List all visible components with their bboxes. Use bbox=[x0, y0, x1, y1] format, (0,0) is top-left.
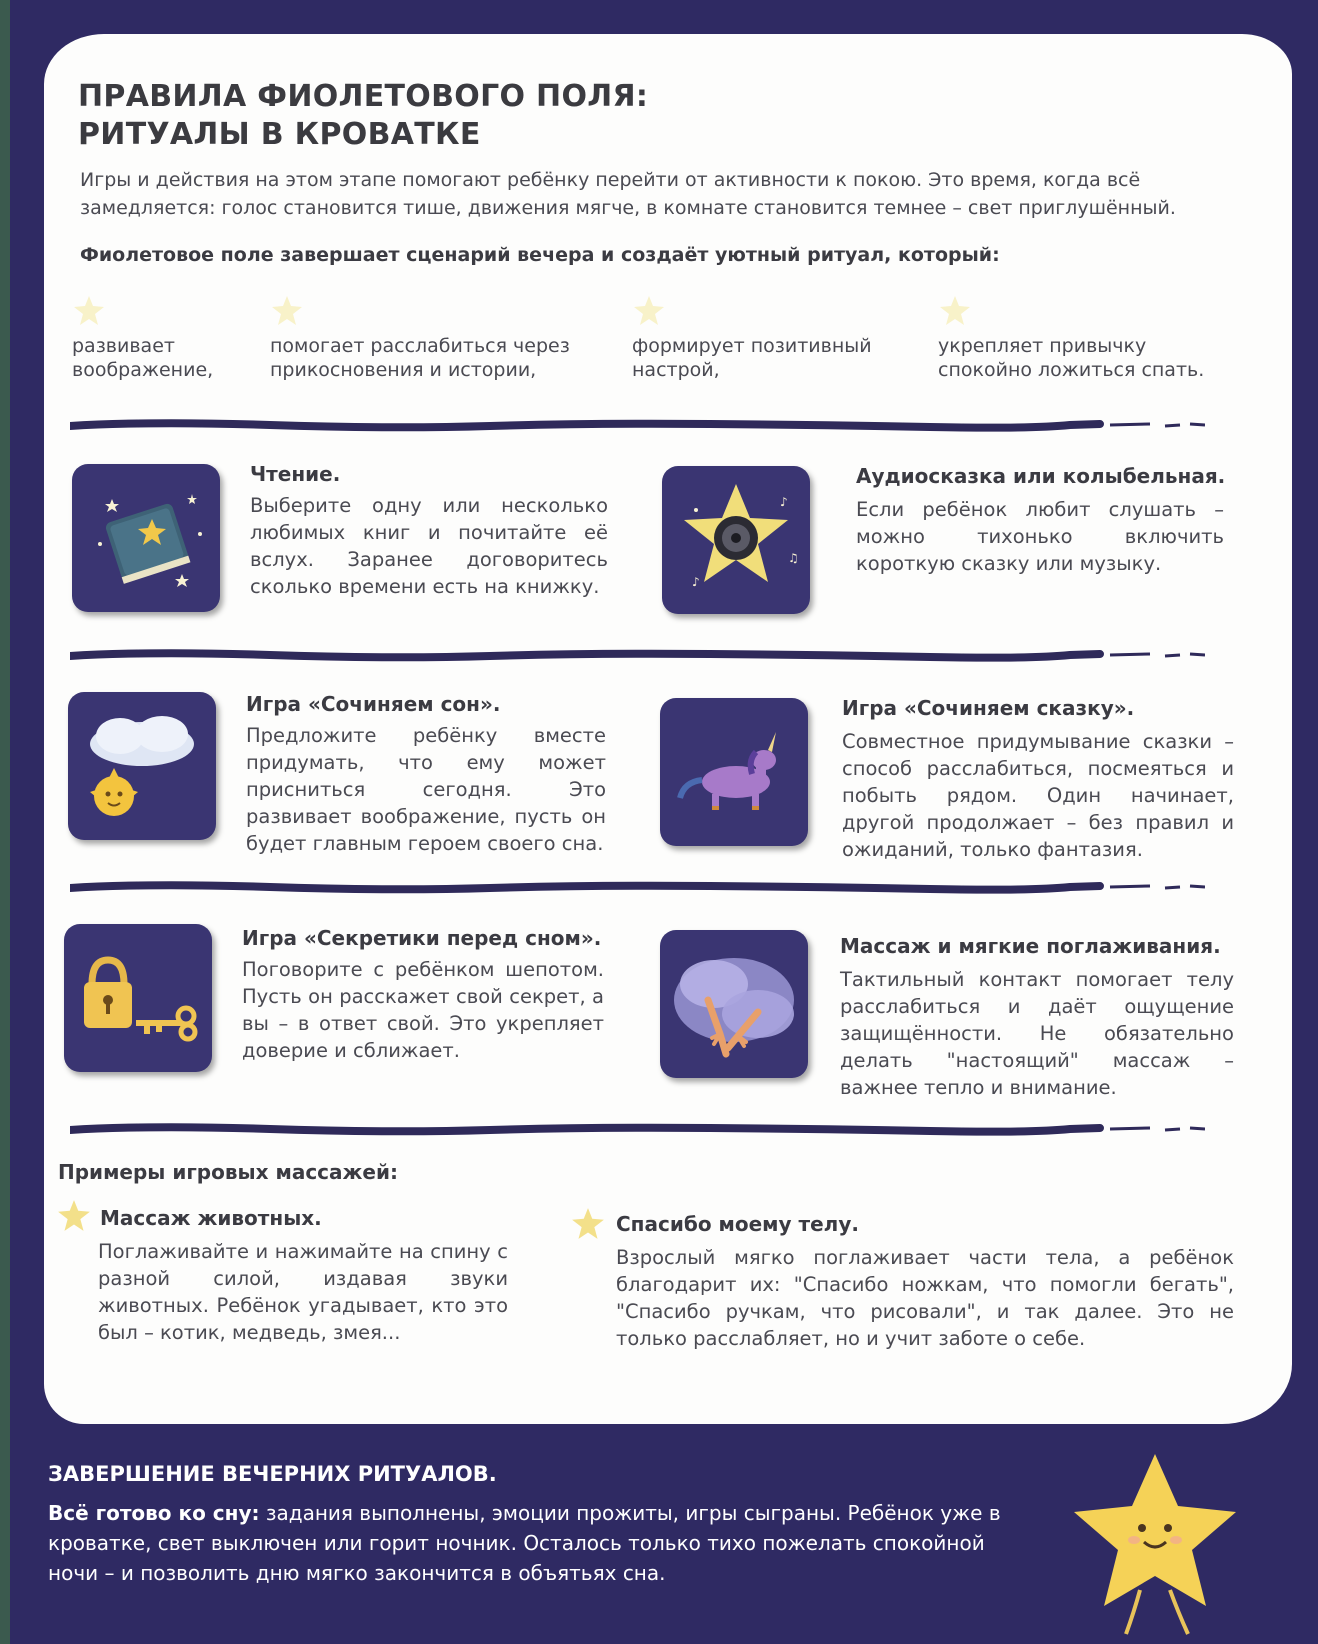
activity-tile-dream bbox=[68, 692, 216, 840]
footer-text bbox=[48, 1498, 1018, 1588]
benefit-item bbox=[270, 294, 590, 382]
star-icon bbox=[72, 294, 106, 328]
activity-text: Предложите ребёнку вместе придумать, что ему может присниться сегодня. Это развивает воображение, пусть он будет главным героем своего сна. bbox=[246, 724, 606, 855]
star-icon bbox=[56, 1198, 92, 1234]
intro-bold-paragraph: Фиолетовое поле завершает сценарий вечера и создаёт уютный ритуал, который: bbox=[80, 244, 1000, 266]
hands-cloud-icon bbox=[660, 930, 808, 1078]
activity-title: Массаж и мягкие поглаживания. bbox=[840, 934, 1221, 958]
activity-tile-audio bbox=[662, 466, 810, 614]
page-title bbox=[78, 78, 878, 154]
svg-text:♪: ♪ bbox=[692, 575, 700, 589]
example-text: Поглаживайте и нажимайте на спину с разной силой, издавая звуки животных. Ребёнок угадывает, кто это был – котик, медведь, змея... bbox=[98, 1240, 508, 1344]
example-title: Массаж животных. bbox=[100, 1206, 322, 1230]
activity-text: Совместное придумывание сказки – способ расслабиться, посмеяться и побыть рядом. Один начинает, другой продолжает – без правил и ожиданий, только фантазия. bbox=[842, 730, 1234, 861]
unicorn-icon bbox=[660, 698, 808, 846]
book-icon bbox=[72, 464, 220, 612]
activity-title: Игра «Секретики перед сном». bbox=[242, 926, 602, 950]
activity-tile-tale bbox=[660, 698, 808, 846]
activity-title: Чтение. bbox=[250, 462, 341, 486]
examples-heading: Примеры игровых массажей: bbox=[58, 1160, 398, 1184]
star-mascot-icon bbox=[1060, 1450, 1250, 1640]
activity-tile-massage bbox=[660, 930, 808, 1078]
benefit-text: развивает воображение, bbox=[72, 335, 214, 381]
activity-title: Игра «Сочиняем сон». bbox=[246, 692, 501, 716]
activity-tile-reading bbox=[72, 464, 220, 612]
cloud-dream-icon bbox=[68, 692, 216, 840]
star-speaker-icon bbox=[662, 466, 810, 614]
title-line-2: РИТУАЛЫ В КРОВАТКЕ bbox=[78, 117, 481, 152]
star-icon bbox=[938, 294, 972, 328]
divider bbox=[70, 880, 1205, 898]
activity-text: Поговорите с ребёнком шепотом. Пусть он расскажет свой секрет, а вы – в ответ свой. Это укрепляет доверие и сближает. bbox=[242, 958, 604, 1062]
svg-text:♪: ♪ bbox=[780, 495, 788, 509]
lock-key-icon bbox=[64, 924, 212, 1072]
svg-text:♫: ♫ bbox=[788, 551, 799, 565]
divider bbox=[70, 1122, 1205, 1140]
star-icon bbox=[270, 294, 304, 328]
divider bbox=[70, 418, 1205, 436]
footer-title: ЗАВЕРШЕНИЕ ВЕЧЕРНИХ РИТУАЛОВ. bbox=[48, 1462, 497, 1486]
activity-text: Если ребёнок любит слушать – можно тихонько включить короткую сказку или музыку. bbox=[856, 498, 1224, 575]
star-icon bbox=[632, 294, 666, 328]
benefit-text: помогает расслабиться через прикосновения и истории, bbox=[270, 335, 570, 381]
benefit-item bbox=[72, 294, 242, 382]
benefit-item bbox=[938, 294, 1238, 382]
activity-tile-secrets bbox=[64, 924, 212, 1072]
activity-text: Тактильный контакт помогает телу расслабиться и даёт ощущение защищённости. Не обязательно делать "настоящий" массаж – важнее тепло и внимание. bbox=[840, 968, 1234, 1099]
activity-title: Аудиосказка или колыбельная. bbox=[856, 464, 1226, 488]
benefit-text: укрепляет привычку спокойно ложиться спать. bbox=[938, 335, 1205, 381]
intro-paragraph: Игры и действия на этом этапе помогают ребёнку перейти от активности к покою. Это время, когда всё замедляется: голос становится тише, движения мягче, в комнате становится темнее – свет приглушённый. bbox=[80, 169, 1176, 219]
benefit-item bbox=[632, 294, 902, 382]
divider bbox=[70, 648, 1205, 666]
page-edge bbox=[0, 0, 10, 1644]
activity-title: Игра «Сочиняем сказку». bbox=[842, 696, 1135, 720]
footer-body: задания выполнены, эмоции прожиты, игры сыграны. Ребёнок уже в кроватке, свет выключен или горит ночник. Осталось только тихо пожелать спокойной ночи – и позволить дню мягко закончится в объятьях сна. bbox=[48, 1501, 1001, 1585]
example-title: Спасибо моему телу. bbox=[616, 1212, 859, 1236]
example-text: Взрослый мягко поглаживает части тела, а ребёнок благодарит их: "Спасибо ножкам, что помогли бегать", "Спасибо ручкам, что рисовали", и так далее. Это не только расслабляет, но и учит заботе о себе. bbox=[616, 1246, 1234, 1350]
benefit-text: формирует позитивный настрой, bbox=[632, 335, 872, 381]
footer-lead: Всё готово ко сну: bbox=[48, 1501, 260, 1525]
star-icon bbox=[570, 1206, 606, 1242]
activity-text: Выберите одну или несколько любимых книг и почитайте её вслух. Заранее договоритесь сколько времени есть на книжку. bbox=[250, 494, 608, 598]
title-line-1: ПРАВИЛА ФИОЛЕТОВОГО ПОЛЯ: bbox=[78, 79, 649, 114]
